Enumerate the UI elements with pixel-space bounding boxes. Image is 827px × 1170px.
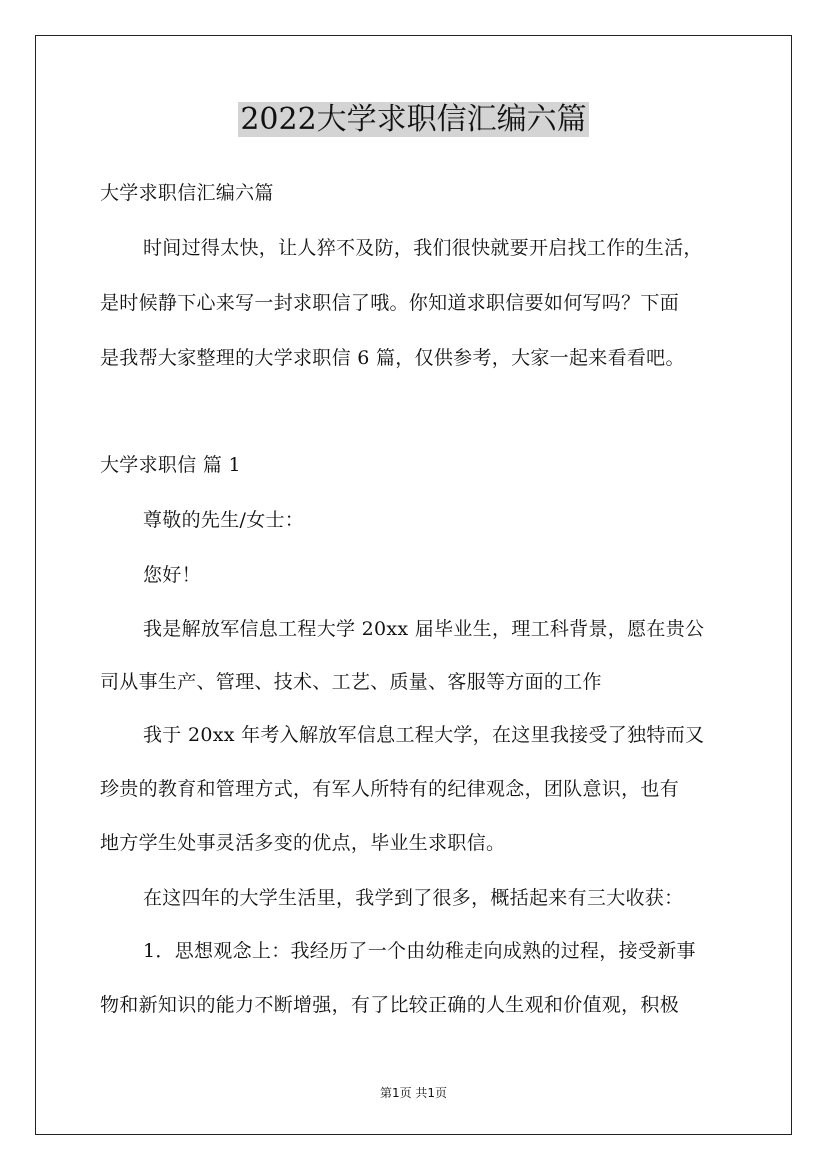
para3-line-1: 在这四年的大学生活里，我学到了很多，概括起来有三大收获：	[143, 887, 684, 909]
salutation: 尊敬的先生/女士：	[143, 509, 305, 531]
document-title	[0, 100, 827, 140]
para1-line-2: 司从事生产、管理、技术、工艺、质量、客服等方面的工作	[100, 671, 602, 693]
page-footer: 第1页 共1页	[379, 1086, 448, 1100]
para4-line-1: 1．思想观念上：我经历了一个由幼稚走向成熟的过程，接受新事	[143, 940, 696, 962]
para2-line-2: 珍贵的教育和管理方式，有军人所特有的纪律观念，团队意识，也有	[100, 778, 680, 800]
para2-line-3: 地方学生处事灵活多变的优点，毕业生求职信。	[100, 832, 506, 854]
para4-line-2: 物和新知识的能力不断增强，有了比较正确的人生观和价值观，积极	[100, 994, 680, 1016]
greeting: 您好！	[143, 564, 201, 586]
intro-line-1: 时间过得太快，让人猝不及防，我们很快就要开启找工作的生活，	[143, 237, 703, 259]
intro-line-2: 是时候静下心来写一封求职信了哦。你知道求职信要如何写吗？下面	[100, 292, 680, 314]
para1-line-1: 我是解放军信息工程大学 20xx 届毕业生，理工科背景，愿在贵公	[143, 618, 705, 640]
intro-line-3: 是我帮大家整理的大学求职信 6 篇，仅供参考，大家一起来看看吧。	[100, 347, 685, 369]
document-subtitle: 大学求职信汇编六篇	[100, 182, 274, 204]
section-heading: 大学求职信 篇 1	[100, 454, 241, 476]
para2-line-1: 我于 20xx 年考入解放军信息工程大学，在这里我接受了独特而又	[143, 724, 705, 746]
document-title-text: 2022大学求职信汇编六篇	[240, 102, 587, 137]
